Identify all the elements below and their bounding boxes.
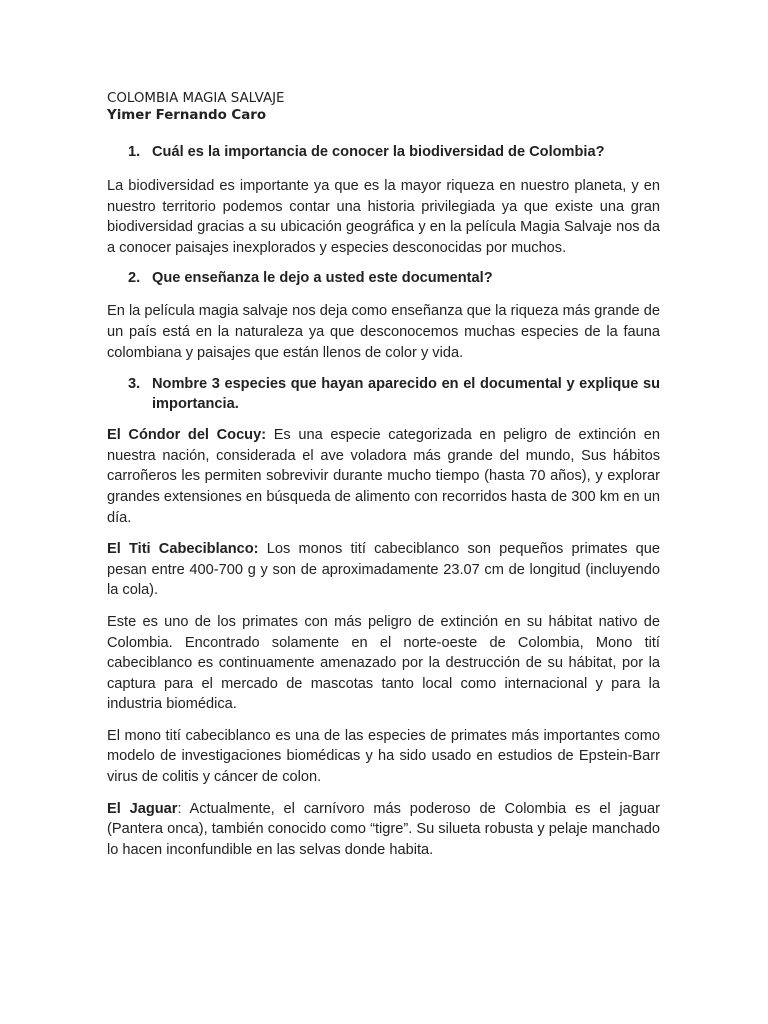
titi-extra-paragraph-2: El mono tití cabeciblanco es una de las especies de primates más importantes como modelo de investigaciones biomédicas y ha sido usado en estudios de Epstein-Barr virus de colitis y cáncer de colon. — [107, 727, 660, 786]
answer-1-paragraph: La biodiversidad es importante ya que es la mayor riqueza en nuestro planeta, y en nuestro territorio podemos contar una historia privilegiada ya que existe una gran biodiversidad gracias a su ubicación geográfica y en la película Magia Salvaje nos da a conocer paisajes inexplorados y especies desconocidas por muchos. — [107, 178, 660, 256]
species-name: El Titi Cabeciblanco: — [107, 541, 259, 558]
species-description: Los monos tití cabeciblanco son pequeños primates que pesan entre 400-700 g y son de aproximadamente 23.07 cm de longitud (incluyendo la cola). — [107, 541, 660, 599]
question-2 — [107, 268, 660, 288]
question-text: Cuál es la importancia de conocer la biodiversidad de Colombia? — [152, 144, 605, 160]
species-name: El Jaguar — [107, 800, 178, 817]
question-1 — [107, 142, 660, 162]
titi-extra-paragraph-1: Este es uno de los primates con más peligro de extinción en su hábitat nativo de Colombia. Encontrado solamente en el norte-oeste de Colombia, Mono tití cabeciblanco es continuamente amenazado por la destrucción de su hábitat, por la captura para el mercado de mascotas tanto local como internacional y para la industria biomédica. — [107, 613, 660, 713]
document-title: COLOMBIA MAGIA SALVAJE — [107, 91, 285, 106]
species-condor-paragraph — [107, 425, 660, 528]
species-name: El Cóndor del Cocuy: — [107, 427, 267, 444]
question-text: Nombre 3 especies que hayan aparecido en el documental y explique su importancia. — [152, 376, 660, 413]
species-jaguar-paragraph — [107, 799, 660, 861]
species-description: Es una especie categorizada en peligro de extinción en nuestra nación, considerada el ave voladora más grande del mundo, Sus hábitos carroñeros les permiten sobrevivir durante mucho tiempo (hasta 70 años), y explorar grandes extensiones en búsqueda de alimento con recorridos hasta de 300 km en un día. — [107, 427, 661, 526]
question-number: 1. — [128, 144, 141, 160]
answer-2-paragraph: En la película magia salvaje nos deja como enseñanza que la riqueza más grande de un país está en la naturaleza ya que desconocemos muchas especies de la fauna colombiana y paisajes que están llenos de color y vida. — [107, 303, 660, 361]
question-text: Que enseñanza le dejo a usted este documental? — [152, 270, 493, 287]
species-titi-paragraph — [107, 539, 660, 601]
document-body — [107, 90, 660, 860]
document-author: Yimer Fernando Caro — [107, 108, 267, 123]
species-description: : Actualmente, el carnívoro más poderoso de Colombia es el jaguar (Pantera onca), también conocido como “tigre”. Su silueta robusta y pelaje manchado lo hacen inconfundible en las selvas donde habita. — [107, 800, 661, 858]
question-number: 3. — [128, 376, 141, 393]
question-3 — [107, 374, 660, 414]
question-number: 2. — [128, 270, 141, 287]
